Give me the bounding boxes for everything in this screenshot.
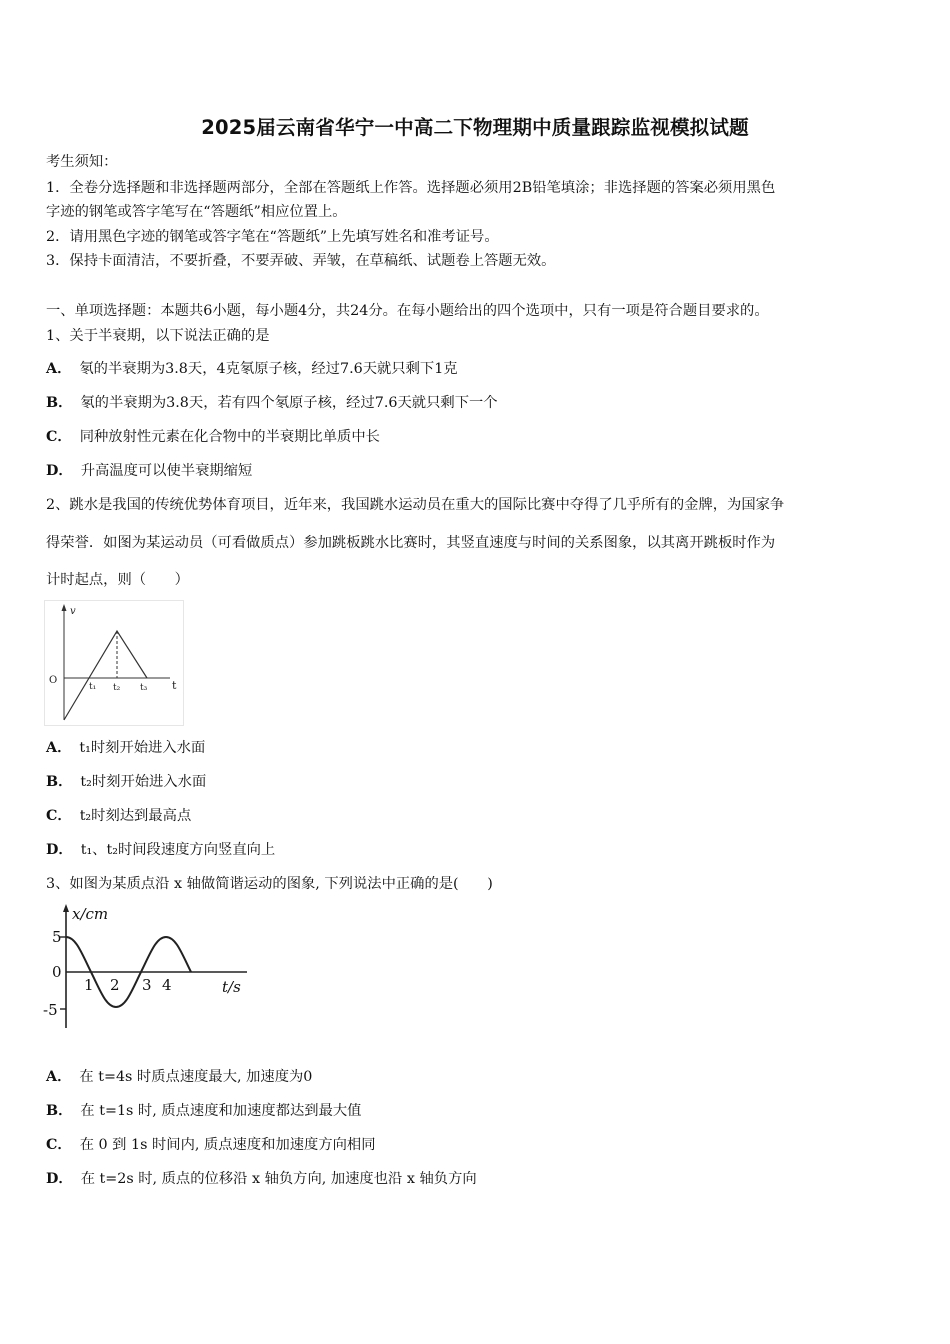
q3-option-c — [46, 1135, 908, 1155]
v-axis-label: v — [70, 606, 76, 617]
notice-heading: 考生须知： — [46, 154, 118, 170]
notice-line-3: 2．请用黑色字迹的钢笔或答字笔在“答题纸”上先填写姓名和准考证号。 — [46, 229, 499, 245]
notice-line-4: 3．保持卡面清洁，不要折叠，不要弄破、弄皱，在草稿纸、试题卷上答题无效。 — [46, 253, 556, 269]
x-tick-3: 3 — [142, 976, 152, 994]
x-axis-label: x/cm — [72, 905, 109, 923]
option-label: B． — [46, 395, 73, 411]
q1-option-a — [46, 359, 908, 379]
t-axis-label: t/s — [222, 978, 241, 996]
figure-frame — [45, 601, 184, 726]
option-text: 氡的半衰期为3.8天，4克氡原子核，经过7.6天就只剩下1克 — [79, 361, 458, 377]
q1-stem: 1、关于半衰期，以下说法正确的是 — [46, 328, 270, 344]
option-text: t₁、t₂时间段速度方向竖直向上 — [80, 842, 276, 858]
vt-graph-svg — [44, 600, 184, 726]
q3-displacement-time-graph — [42, 900, 252, 1034]
origin-label: O — [49, 675, 58, 686]
xt-graph-svg — [42, 900, 252, 1030]
option-label: D． — [46, 1171, 73, 1187]
option-label: C． — [46, 808, 72, 824]
option-text: 在 0 到 1s 时间内, 质点速度和加速度方向相同 — [79, 1137, 376, 1153]
q2-stem-line-2: 得荣誉．如图为某运动员（可看做质点）参加跳板跳水比赛时，其竖直速度与时间的关系图象，以其离开跳板时作为 — [46, 535, 776, 551]
tick-t1: t₁ — [89, 682, 97, 692]
option-text: 在 t=4s 时质点速度最大, 加速度为0 — [79, 1069, 313, 1085]
y-label-5: 5 — [52, 928, 62, 946]
option-label: A． — [46, 1069, 72, 1085]
q2-option-b — [46, 772, 908, 792]
t-axis-label: t — [172, 679, 177, 692]
option-label: B． — [46, 774, 73, 790]
option-label: D． — [46, 463, 73, 479]
option-text: t₁时刻开始进入水面 — [79, 740, 206, 756]
q2-option-c — [46, 806, 908, 826]
q1-option-c — [46, 427, 908, 447]
page-title: 2025届云南省华宁一中高二下物理期中质量跟踪监视模拟试题 — [201, 116, 749, 139]
option-label: A． — [46, 361, 72, 377]
option-text: 升高温度可以使半衰期缩短 — [80, 463, 253, 479]
velocity-line — [64, 631, 147, 720]
y-label-0: 0 — [52, 963, 62, 981]
section-heading: 一、单项选择题：本题共6小题，每小题4分，共24分。在每小题给出的四个选项中，只有一项是符合题目要求的。 — [46, 303, 769, 319]
option-label: B． — [46, 1103, 73, 1119]
notice-line-1: 1．全卷分选择题和非选择题两部分，全部在答题纸上作答。选择题必须用2B铅笔填涂；非选择题的答案必须用黑色 — [46, 180, 776, 196]
option-text: 氡的半衰期为3.8天，若有四个氡原子核，经过7.6天就只剩下一个 — [80, 395, 498, 411]
option-label: D． — [46, 842, 73, 858]
q3-option-a — [46, 1067, 908, 1087]
tick-t2: t₂ — [113, 683, 121, 693]
q2-stem-line-3: 计时起点，则（ ） — [46, 572, 189, 588]
q3-option-d — [46, 1169, 908, 1189]
option-label: A． — [46, 740, 72, 756]
option-label: C． — [46, 429, 72, 445]
x-axis-arrow — [63, 904, 69, 912]
y-label-minus-5: -5 — [43, 1001, 58, 1019]
tick-t3: t₃ — [140, 683, 148, 693]
q2-option-a — [46, 738, 908, 758]
q1-option-b — [46, 393, 908, 413]
q3-stem: 3、如图为某质点沿 x 轴做简谐运动的图象, 下列说法中正确的是( ) — [46, 876, 493, 892]
option-text: 在 t=1s 时, 质点速度和加速度都达到最大值 — [80, 1103, 362, 1119]
notice-line-2: 字迹的钢笔或答字笔写在“答题纸”相应位置上。 — [46, 204, 347, 220]
v-axis-arrow — [62, 604, 67, 611]
option-label: C． — [46, 1137, 72, 1153]
q2-velocity-time-graph — [44, 600, 184, 730]
x-tick-2: 2 — [110, 976, 120, 994]
option-text: t₂时刻开始进入水面 — [80, 774, 207, 790]
option-text: t₂时刻达到最高点 — [79, 808, 192, 824]
q2-stem-line-1: 2、跳水是我国的传统优势体育项目，近年来，我国跳水运动员在重大的国际比赛中夺得了几乎所有的金牌，为国家争 — [46, 497, 785, 513]
q1-option-d — [46, 461, 908, 481]
q3-option-b — [46, 1101, 908, 1121]
option-text: 同种放射性元素在化合物中的半衰期比单质中长 — [79, 429, 380, 445]
option-text: 在 t=2s 时, 质点的位移沿 x 轴负方向, 加速度也沿 x 轴负方向 — [80, 1171, 477, 1187]
x-tick-1: 1 — [84, 976, 94, 994]
q2-option-d — [46, 840, 908, 860]
x-tick-4: 4 — [162, 976, 172, 994]
